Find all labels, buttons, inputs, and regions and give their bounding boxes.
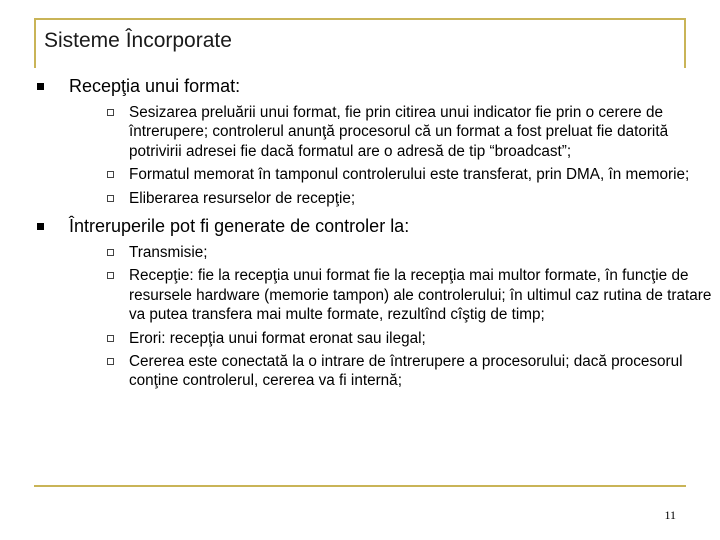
list-item-text: Recepţie: fie la recepţia unui format fie la recepţia mai multor formate, în funcţie de resursele hardware (memorie tampon) ale controlerului; în ultimul caz rutina de tratare va putea transfera mai multe formate, rezultînd cîştig de timp; — [129, 267, 712, 324]
section-heading: Întreruperile pot fi generate de controler la: — [69, 216, 410, 237]
list-item — [69, 243, 720, 262]
section-heading: Recepţia unui format: — [69, 76, 241, 96]
hollow-square-bullet-icon — [107, 171, 114, 178]
hollow-square-bullet-icon — [107, 249, 114, 256]
section-receive — [36, 75, 690, 208]
footer-divider-line — [34, 485, 686, 487]
sub-list — [69, 103, 690, 208]
list-item-text: Cererea este conectată la o intrare de întrerupere a procesorului; dacă procesorul conţine controlerul, cererea va fi internă; — [129, 353, 683, 390]
list-item-text: Transmisie; — [129, 244, 208, 262]
slide-content — [36, 75, 712, 398]
title-frame-right-line — [684, 18, 686, 68]
list-item-text: Sesizarea preluării unui format, fie prin citirea unui indicator fie prin o cerere de întrerupere; controlerul anunţă procesorul că un format a fost preluat fie datorită potrivirii adresei fie dacă formatul are o adresă de tip “broadcast”; — [129, 104, 669, 160]
section-interrupts — [36, 215, 712, 391]
list-item — [69, 329, 720, 348]
square-bullet-icon — [37, 223, 44, 230]
list-item — [69, 103, 720, 161]
hollow-square-bullet-icon — [107, 335, 114, 342]
square-bullet-icon — [37, 83, 44, 90]
list-item-text: Erori: recepţia unui format eronat sau ilegal; — [129, 329, 426, 347]
list-item — [69, 266, 720, 324]
title-frame-top-line — [34, 18, 686, 20]
list-item-text: Eliberarea resurselor de recepţie; — [129, 189, 356, 207]
slide-title: Sisteme Încorporate — [44, 29, 232, 52]
hollow-square-bullet-icon — [107, 195, 114, 202]
title-frame-left-line — [34, 18, 36, 68]
hollow-square-bullet-icon — [107, 358, 114, 365]
list-item-text: Formatul memorat în tamponul controlerului este transferat, prin DMA, în memorie; — [129, 166, 690, 184]
list-item — [69, 165, 720, 184]
list-item — [69, 189, 720, 208]
sub-list — [69, 243, 712, 391]
hollow-square-bullet-icon — [107, 272, 114, 279]
page-number: 11 — [664, 508, 676, 522]
hollow-square-bullet-icon — [107, 109, 114, 116]
list-item — [69, 352, 720, 391]
